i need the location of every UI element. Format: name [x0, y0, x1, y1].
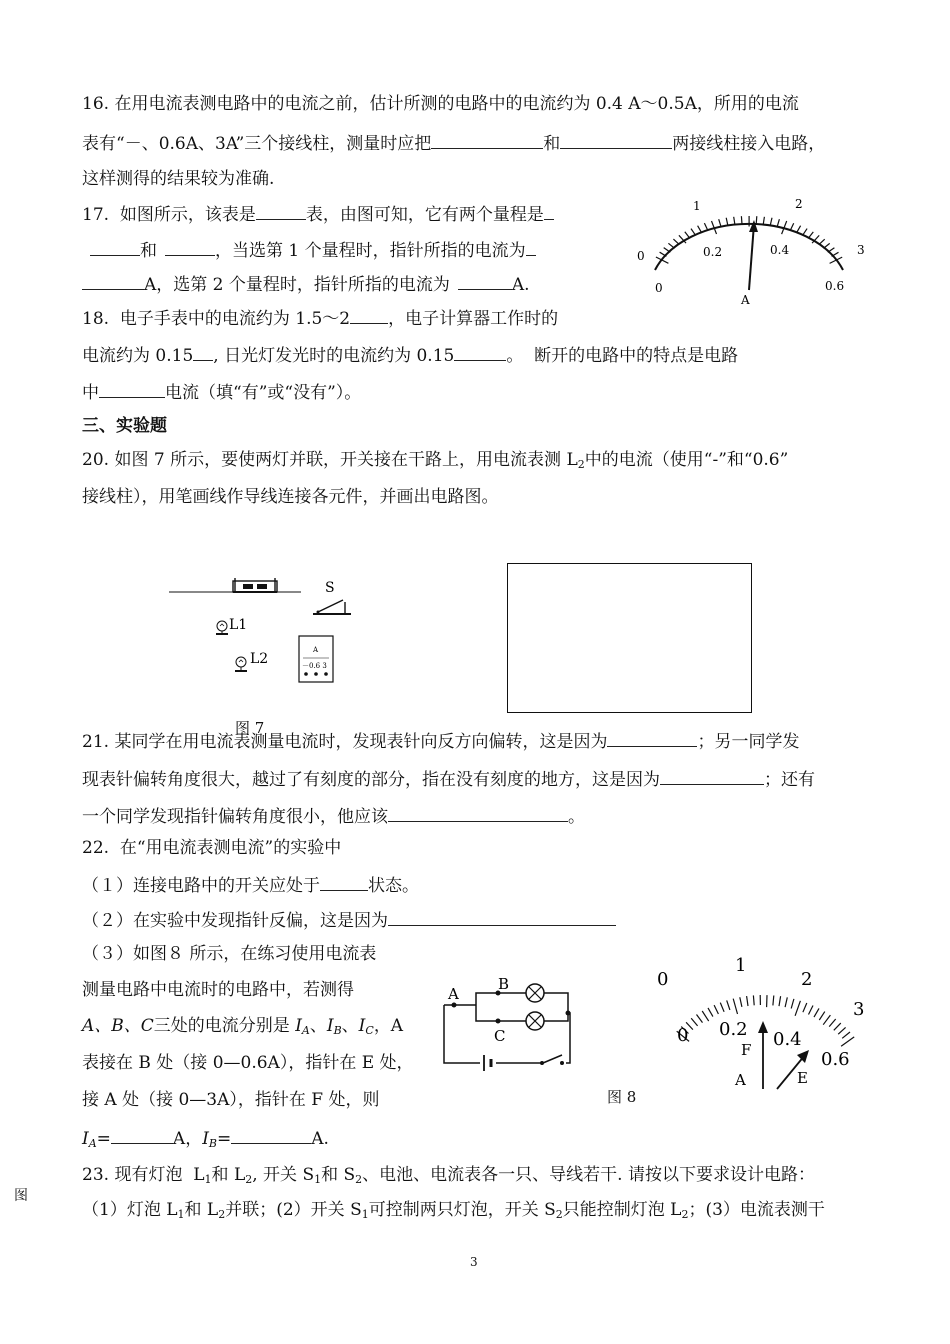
- tick-mark: [719, 219, 721, 227]
- tick-mark: [829, 1019, 836, 1027]
- dial-pointer: [749, 224, 754, 290]
- margin-note: 图: [14, 1188, 28, 1204]
- q22-blank-IB[interactable]: [231, 1127, 311, 1144]
- node-b-label: B: [498, 975, 510, 993]
- tick-mark: [698, 226, 702, 233]
- q22-part5: A、B、C三处的电流分别是 $I_A$、$I_B$、$I_C$，A: [82, 1016, 404, 1037]
- figure-7-caption: 图 7: [235, 719, 265, 737]
- tick-mark: [824, 243, 830, 248]
- tick-mark: [803, 1003, 807, 1012]
- dial-top-label-1: 1: [693, 199, 701, 213]
- q18-blank-3[interactable]: [454, 344, 506, 361]
- figure-7: [165, 570, 365, 740]
- q17-blank-cur1-start[interactable]: [526, 239, 536, 256]
- q22-blank-reason[interactable]: [388, 909, 616, 926]
- meter8-unit-label: A: [735, 1071, 746, 1089]
- q17-line2: 和 ，当选第 1 个量程时，指针所指的电流为: [82, 239, 536, 261]
- q18-blank-4[interactable]: [99, 381, 165, 398]
- q18-line3: 中 电流（填“有”或“没有”）。: [82, 383, 362, 403]
- tick-mark: [756, 216, 757, 224]
- q22-part3: （３）如图８ 所示，在练习使用电流表: [82, 944, 377, 964]
- tick-mark: [842, 1032, 850, 1038]
- tick-mark: [714, 1005, 718, 1014]
- node-c-label: C: [494, 1027, 506, 1045]
- q17-blank-range1[interactable]: [90, 239, 140, 256]
- tick-mark: [819, 1012, 825, 1020]
- q21-line2: 现表针偏转角度很大，越过了有刻度的部分，指在没有刻度的地方，这是因为 ；还有: [82, 770, 815, 790]
- q16-blank-2[interactable]: [560, 132, 672, 149]
- q18-blank-2[interactable]: [193, 344, 213, 361]
- q22-line1: 22. 在“用电流表测电流”的实验中: [82, 838, 342, 858]
- meter8-top-label-2: 2: [801, 969, 813, 990]
- lamp-l2-label: L2: [250, 651, 269, 667]
- tick-mark: [790, 223, 793, 230]
- lamp-l2-icon: [235, 657, 247, 671]
- q22-part2: （２）在实验中发现指针反偏，这是因为: [82, 909, 616, 931]
- meter8-pointer-f-head: [758, 1021, 768, 1033]
- tick-mark: [747, 996, 748, 1006]
- dial-bottom-label-2: 0.4: [770, 243, 790, 257]
- tick-mark: [819, 239, 825, 245]
- q17-line3: A，选第 2 个量程时，指针所指的电流为 A.: [82, 273, 530, 295]
- dial-bottom-label-1: 0.2: [703, 245, 723, 259]
- tick-mark: [785, 997, 787, 1007]
- meter8-top-label-3: 3: [853, 999, 865, 1020]
- q22-part4: 测量电路中电流时的电路中，若测得: [82, 980, 354, 1000]
- meter8-bottom-label-2: 0.4: [773, 1029, 802, 1050]
- dial-unit-label: A: [741, 293, 750, 304]
- tick-mark: [823, 1015, 830, 1025]
- q22-part8: $I_A= A$，$I_B= A$.: [82, 1129, 329, 1150]
- q22-part7: 接 A 处（接 0—3A），指针在 F 处，则: [82, 1090, 380, 1110]
- ammeter-terminals-label: －0.6 3: [302, 662, 327, 670]
- tick-mark: [704, 223, 707, 230]
- q16-line3: 这样测得的结果较为准确.: [82, 169, 275, 189]
- tick-mark: [740, 997, 742, 1007]
- lamp-b-icon: [526, 984, 544, 1002]
- q22-part1: （１）连接电路中的开关应处于 状态。: [82, 876, 419, 896]
- page-number: 3: [470, 1255, 478, 1269]
- tick-mark: [838, 1027, 845, 1034]
- ammeter-box-icon: [299, 636, 333, 682]
- tick-mark: [685, 232, 690, 238]
- q22-part6: 表接在 B 处（接 0—0.6A），指针在 E 处，: [82, 1053, 414, 1073]
- q18-line2: 电流约为 0.15 , 日光灯发光时的电流约为 0.15 。 断开的电路中的特点是电路: [82, 346, 739, 366]
- circuit-drawing-box[interactable]: [507, 563, 752, 713]
- tick-mark: [727, 1000, 730, 1010]
- figure-8-circuit: [438, 975, 598, 1075]
- switch-icon: [313, 600, 351, 614]
- tick-mark: [828, 248, 835, 253]
- tick-mark: [791, 999, 794, 1009]
- meter8-ticks: [677, 995, 855, 1046]
- tick-mark: [834, 1023, 841, 1030]
- tick-mark: [753, 995, 754, 1005]
- ammeter-dial-figure: [625, 192, 865, 304]
- dial-bottom-label-0: 0: [655, 281, 663, 295]
- tick-mark: [697, 1015, 703, 1023]
- dial-top-label-3: 3: [857, 243, 865, 257]
- tick-mark: [777, 219, 779, 227]
- q17-blank-current1[interactable]: [82, 273, 144, 290]
- tick-mark: [763, 217, 764, 225]
- tick-mark: [797, 226, 801, 233]
- tick-mark: [720, 1003, 724, 1012]
- dial-top-label-0: 0: [637, 249, 645, 263]
- node-a-label: A: [448, 985, 459, 1003]
- q21-line1: 21. 某同学在用电流表测量电流时，发现表针向反方向偏转，这是因为 ；另一同学发: [82, 732, 800, 752]
- q17-line1: 17. 如图所示，该表是 表，由图可知，它有两个量程是: [82, 203, 554, 225]
- q16-blank-1[interactable]: [431, 132, 543, 149]
- tick-mark: [773, 996, 774, 1006]
- tick-mark: [702, 1011, 709, 1021]
- q20-line2: 接线柱），用笔画线作导线连接各元件，并画出电路图。: [82, 487, 499, 507]
- q17-blank-type[interactable]: [256, 203, 306, 220]
- tick-mark: [814, 1008, 819, 1017]
- switch-label: S: [325, 580, 335, 596]
- meter8-f-label: F: [741, 1041, 752, 1059]
- tick-mark: [691, 229, 696, 236]
- tick-mark: [691, 1018, 697, 1026]
- lamp-l1-label: L1: [229, 617, 248, 633]
- meter8-bottom-label-0: 0: [677, 1025, 689, 1046]
- tick-mark: [770, 218, 772, 226]
- q18-line1: 18. 电子手表中的电流约为 1.5～2 ，电子计算器工作时的: [82, 309, 559, 329]
- tick-mark: [795, 1001, 800, 1016]
- dial-bottom-label-3: 0.6: [825, 279, 845, 293]
- tick-mark: [733, 999, 737, 1014]
- figure-8-meter: [645, 955, 885, 1095]
- q20-line1: 20. 如图 7 所示，要使两灯并联，开关接在干路上，用电流表测 $L_2$中的电流（使用“-”和“0.6”: [82, 450, 789, 471]
- q21-blank-2[interactable]: [660, 768, 764, 785]
- dial-top-label-2: 2: [795, 197, 803, 211]
- tick-mark: [809, 1006, 814, 1015]
- q16-line2: 表有“－、0.6A、3A”三个接线柱，测量时应把 和 两接线柱接入电路，: [82, 134, 826, 154]
- meter8-top-label-1: 1: [735, 955, 747, 976]
- q23-line1: 23. 现有灯泡 $L_1$和 $L_2$, 开关 $S_1$和 $S_2$、电池、电流表各一只、导线若干. 请按以下要求设计电路：: [82, 1165, 815, 1186]
- section-title: 三、实验题: [82, 416, 167, 436]
- meter8-top-label-0: 0: [657, 969, 669, 990]
- meter8-bottom-label-3: 0.6: [821, 1049, 850, 1070]
- q21-blank-1[interactable]: [607, 730, 697, 747]
- q21-line3: 一个同学发现指针偏转角度很小，他应该 。: [82, 807, 585, 827]
- q18-blank-1[interactable]: [350, 307, 388, 324]
- tick-mark: [734, 217, 735, 225]
- lamp-l1-icon: [216, 621, 228, 634]
- meter8-bottom-label-1: 0.2: [719, 1019, 748, 1040]
- tick-mark: [803, 229, 808, 236]
- q22-blank-switch-state[interactable]: [320, 874, 368, 891]
- tick-mark: [668, 243, 674, 248]
- tick-mark: [708, 1008, 713, 1017]
- tick-mark: [673, 239, 679, 245]
- dial-arc: [655, 224, 843, 270]
- tick-mark: [741, 216, 742, 224]
- tick-mark: [808, 232, 813, 238]
- battery-holder-icon: [233, 578, 277, 592]
- lamp-c-icon: [526, 1012, 544, 1030]
- q17-blank-range-start[interactable]: [544, 203, 554, 220]
- q21-blank-3[interactable]: [388, 805, 568, 822]
- tick-mark: [664, 248, 671, 253]
- ammeter-unit-label: A: [313, 646, 319, 654]
- q22-blank-IA[interactable]: [111, 1127, 173, 1144]
- q17-blank-range2[interactable]: [165, 239, 215, 256]
- meter8-pointer-e-head: [797, 1050, 809, 1063]
- figure-8-caption: 图 8: [607, 1088, 637, 1106]
- tick-mark: [779, 996, 781, 1006]
- q17-blank-current2[interactable]: [458, 273, 512, 290]
- tick-mark: [726, 218, 728, 226]
- meter8-e-label: E: [797, 1069, 808, 1087]
- q23-line2: （1）灯泡 $L_1$和 $L_2$并联；(2）开关 $S_1$可控制两只灯泡，开关 $S_2$只能控制灯泡 $L_2$；(3）电流表测干: [82, 1200, 825, 1221]
- q16-line1: 16. 在用电流表测电路中的电流之前，估计所测的电路中的电流约为 0.4 A～0.5A，所用的电流: [82, 94, 799, 114]
